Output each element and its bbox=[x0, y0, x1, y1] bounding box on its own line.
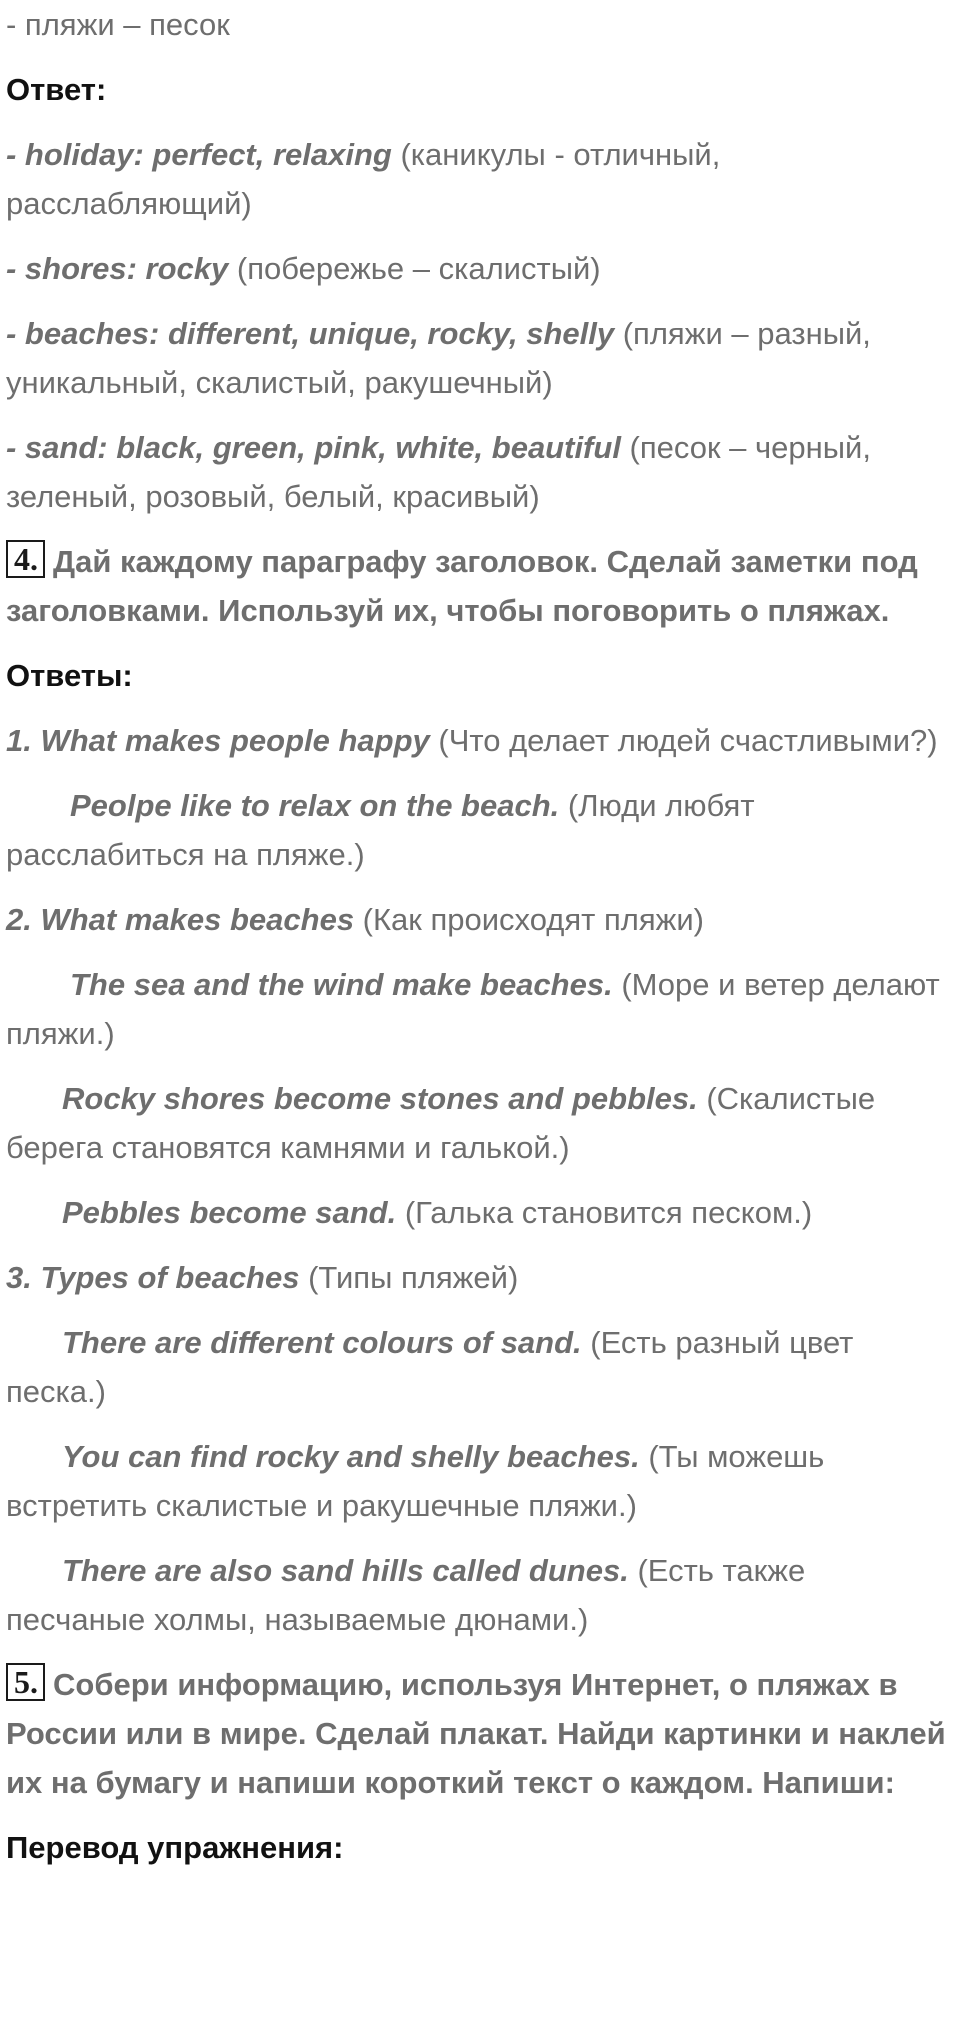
note-en: You can find rocky and shelly beaches. bbox=[62, 1439, 640, 1474]
note-line bbox=[6, 1546, 951, 1644]
answer-label: Ответ: bbox=[6, 72, 107, 107]
note-line bbox=[6, 1432, 951, 1530]
adjective-ru: (пляжи – разный, уникальный, скалистый, ракушечный) bbox=[6, 316, 871, 400]
note-ru: (Галька становится песком.) bbox=[396, 1195, 813, 1230]
adjective-ru: (каникулы - отличный, расслабляющий) bbox=[6, 137, 721, 221]
section-heading-en: 3. Types of beaches bbox=[6, 1260, 300, 1295]
task-4 bbox=[6, 537, 951, 635]
task-number-box: 4. bbox=[6, 540, 45, 578]
note-ru: (Есть также песчаные холмы, называемые дюнами.) bbox=[6, 1553, 806, 1637]
note-en: There are also sand hills called dunes. bbox=[62, 1553, 629, 1588]
translation-label: Перевод упражнения: bbox=[6, 1830, 344, 1865]
note-ru: (Люди любят расслабиться на пляже.) bbox=[6, 788, 755, 872]
adjective-line bbox=[6, 244, 951, 293]
section-heading-ru: (Как происходят пляжи) bbox=[354, 902, 704, 937]
note-en: Rocky shores become stones and pebbles. bbox=[62, 1081, 698, 1116]
adjective-line bbox=[6, 423, 951, 521]
document bbox=[6, 0, 951, 1872]
answers-label: Ответы: bbox=[6, 658, 133, 693]
note-line bbox=[6, 1188, 951, 1237]
note-line bbox=[6, 781, 951, 879]
top-line: - пляжи – песок bbox=[6, 7, 230, 42]
section-heading-en: 2. What makes beaches bbox=[6, 902, 355, 937]
note-en: Pebbles become sand. bbox=[62, 1195, 397, 1230]
note-ru: (Скалистые берега становятся камнями и галькой.) bbox=[6, 1081, 876, 1165]
adjective-ru: (побережье – скалистый) bbox=[228, 251, 601, 286]
adjective-en: - shores: rocky bbox=[6, 251, 229, 286]
note-line bbox=[6, 1318, 951, 1416]
adjective-en: - beaches: different, unique, rocky, shelly bbox=[6, 316, 615, 351]
task-number-box: 5. bbox=[6, 1663, 45, 1701]
section-heading-en: 1. What makes people happy bbox=[6, 723, 430, 758]
note-en: The sea and the wind make beaches. bbox=[70, 967, 613, 1002]
task-5 bbox=[6, 1660, 951, 1807]
adjective-en: - sand: black, green, pink, white, beautiful bbox=[6, 430, 621, 465]
adjective-line bbox=[6, 309, 951, 407]
note-line bbox=[6, 960, 951, 1058]
note-ru: (Море и ветер делают пляжи.) bbox=[6, 967, 940, 1051]
note-ru: (Есть разный цвет песка.) bbox=[6, 1325, 854, 1409]
section-heading bbox=[6, 716, 951, 765]
note-ru: (Ты можешь встретить скалистые и ракушечные пляжи.) bbox=[6, 1439, 825, 1523]
adjective-en: - holiday: perfect, relaxing bbox=[6, 137, 392, 172]
section-heading bbox=[6, 895, 951, 944]
note-en: Peolpe like to relax on the beach. bbox=[70, 788, 560, 823]
task-text: Дай каждому параграфу заголовок. Сделай заметки под заголовками. Используй их, чтобы поговорить о пляжах. bbox=[6, 544, 918, 628]
note-en: There are different colours of sand. bbox=[62, 1325, 582, 1360]
adjective-line bbox=[6, 130, 951, 228]
note-line bbox=[6, 1074, 951, 1172]
adjective-ru: (песок – черный, зеленый, розовый, белый, красивый) bbox=[6, 430, 871, 514]
section-heading-ru: (Типы пляжей) bbox=[299, 1260, 519, 1295]
section-heading bbox=[6, 1253, 951, 1302]
section-heading-ru: (Что делает людей счастливыми?) bbox=[429, 723, 938, 758]
task-text: Собери информацию, используя Интернет, о пляжах в России или в мире. Сделай плакат. Найди картинки и наклей их на бумагу и напиши короткий текст о каждом. Напиши: bbox=[6, 1667, 946, 1800]
